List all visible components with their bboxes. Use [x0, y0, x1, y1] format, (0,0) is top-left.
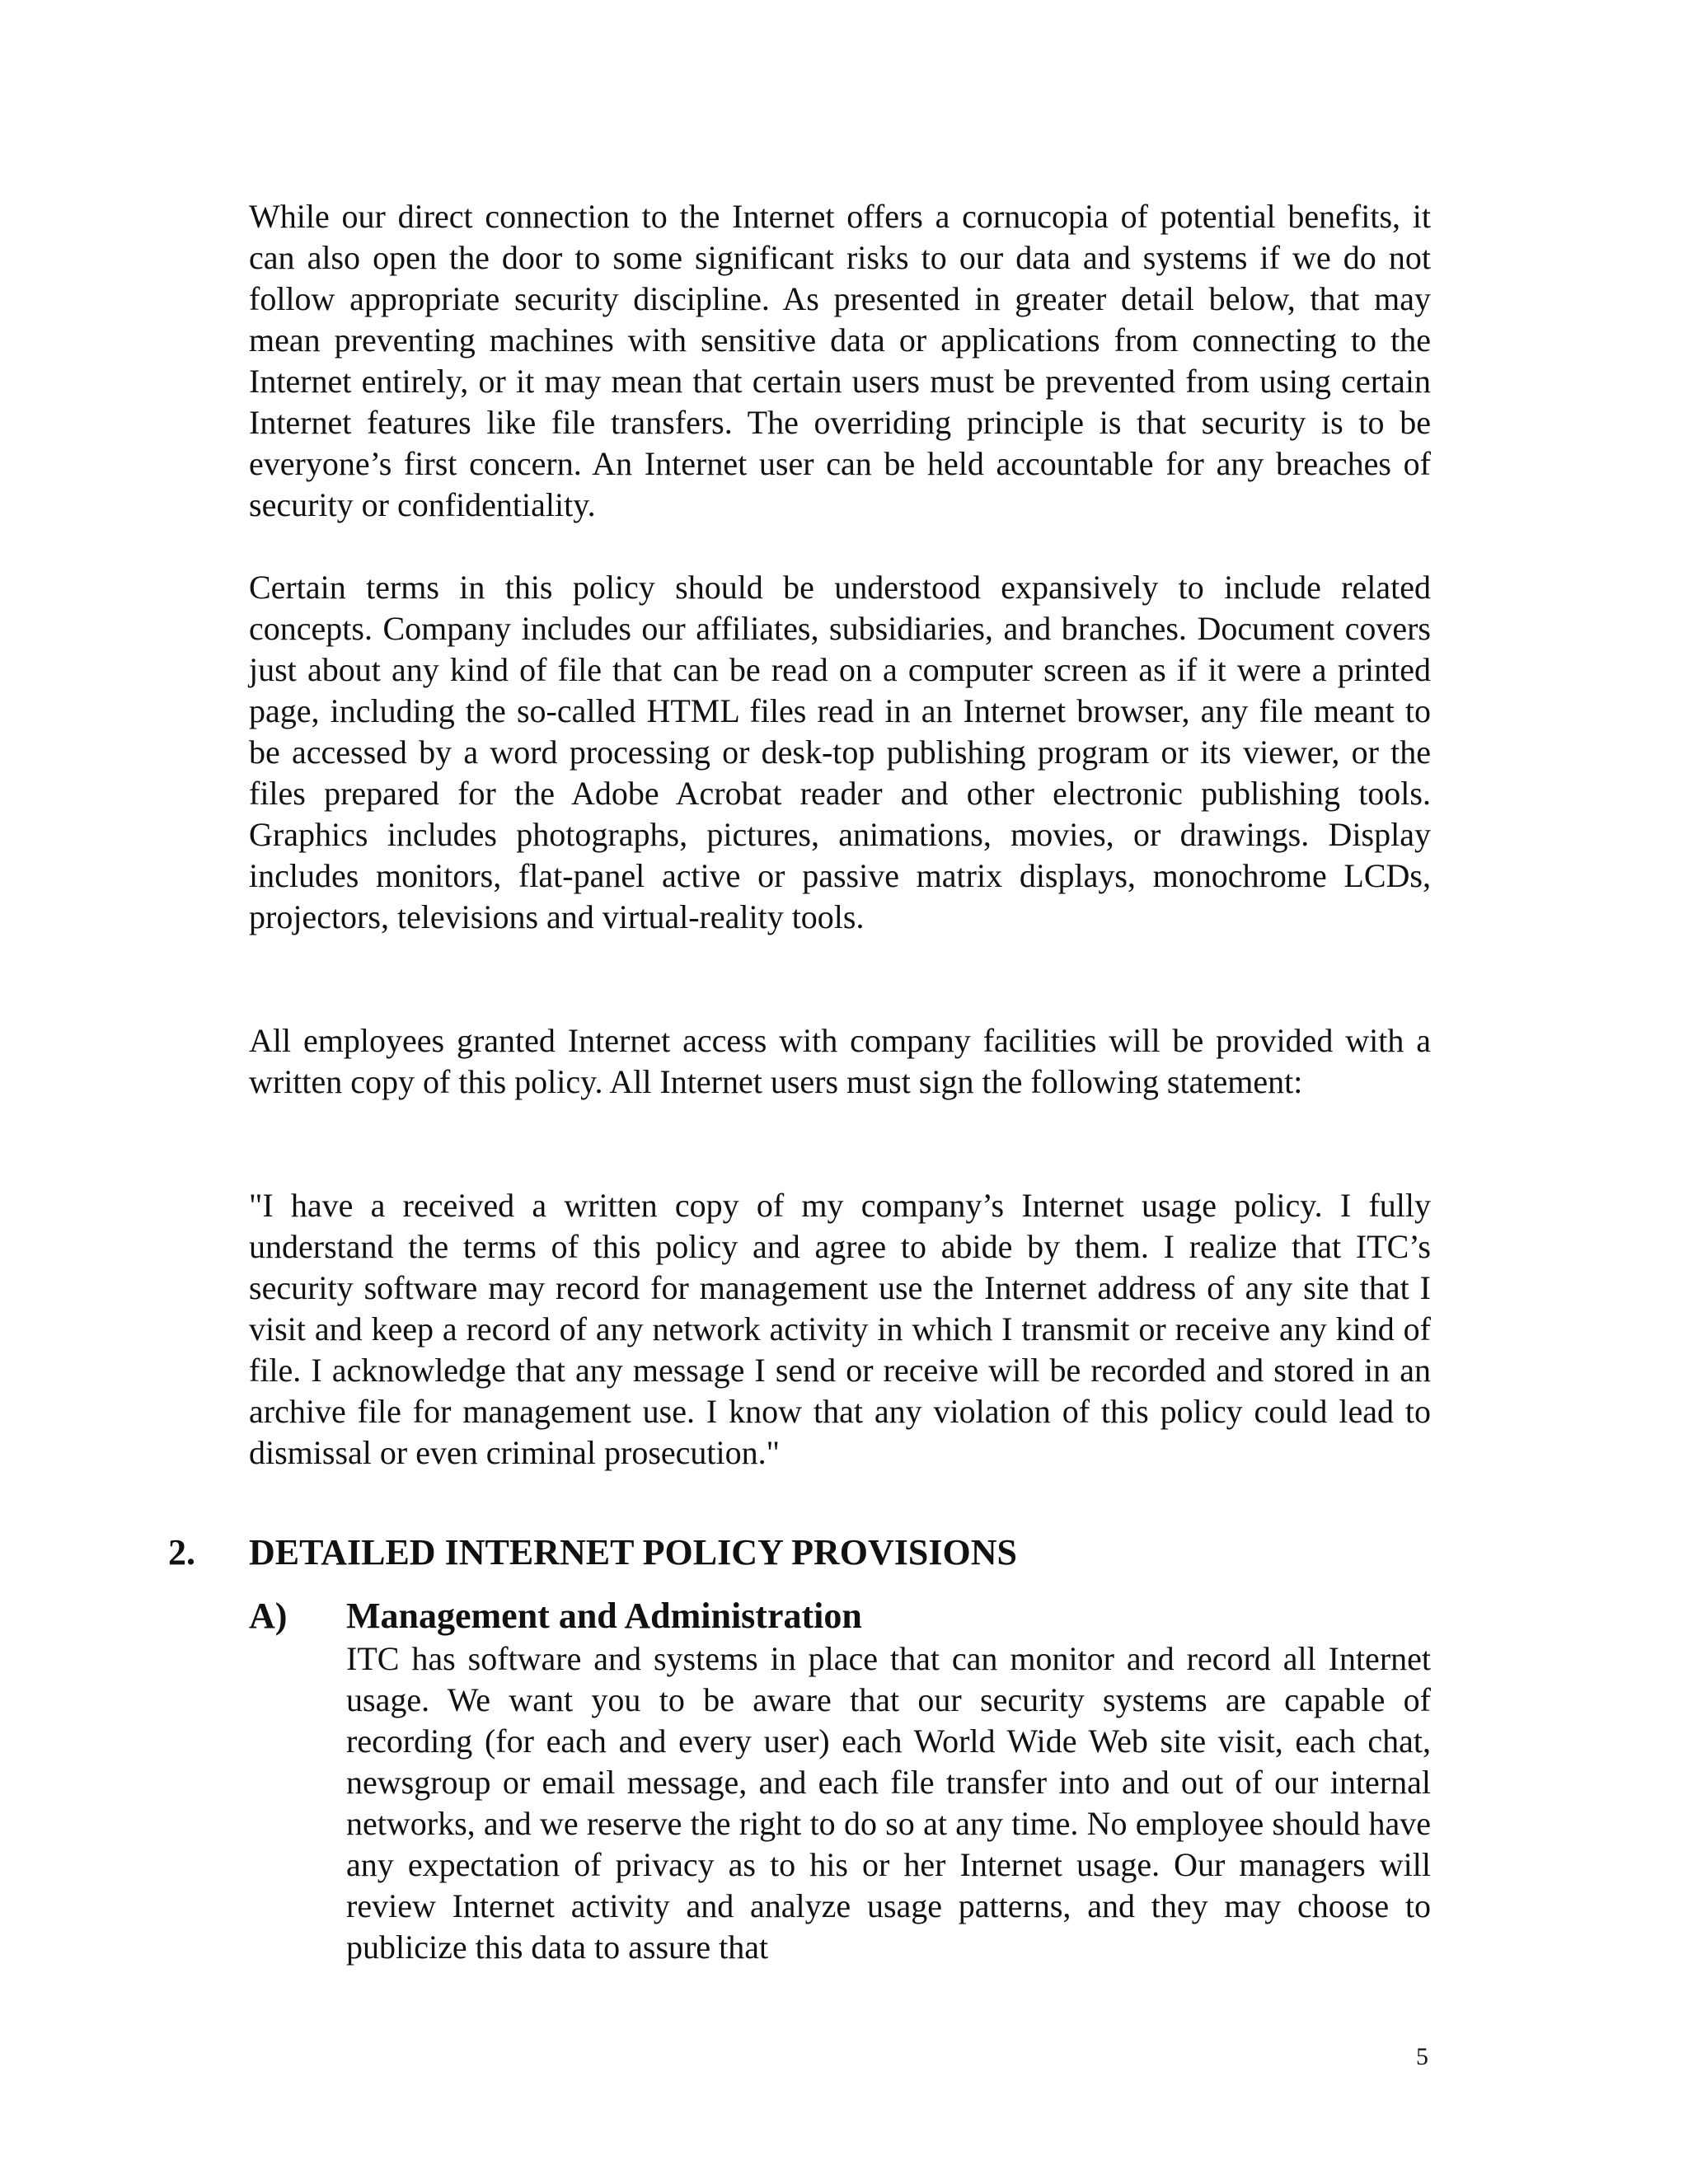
section-number: 2.: [168, 1532, 195, 1572]
paragraph-policy-copy: All employees granted Internet access with company facilities will be provided with a written copy of this policy. All Internet users must sign the following statement:: [249, 1022, 1431, 1100]
subsection-heading: [249, 1593, 862, 1639]
section-heading: [168, 1530, 1017, 1576]
page-number: 5: [1416, 2043, 1428, 2070]
paragraph-management-administration: ITC has software and systems in place that can monitor and record all Internet usage. We want you to be aware that our security systems are capable of recording (for each and every user) each World Wide Web site visit, each chat, newsgroup or email message, and each file transfer into and out of our internal networks, and we reserve the right to do so at any time. No employee should have any expectation of privacy as to his or her Internet usage. Our managers will review Internet activity and analyze usage patterns, and they may choose to publicize this data to assure that: [346, 1640, 1431, 1966]
paragraph-signed-statement: "I have a received a written copy of my company’s Internet usage policy. I fully understand the terms of this policy and agree to abide by them. I realize that ITC’s security software may record for management use the Internet address of any site that I visit and keep a record of any network activity in which I transmit or receive any kind of file. I acknowledge that any message I send or receive will be recorded and stored in an archive file for management use. I know that any violation of this policy could lead to dismissal or even criminal prosecution.": [249, 1187, 1431, 1471]
paragraph-security-risks: While our direct connection to the Internet offers a cornucopia of potential benefits, it can also open the door to some significant risks to our data and systems if we do not follow appropriate security discipline. As presented in greater detail below, that may mean preventing machines with sensitive data or applications from connecting to the Internet entirely, or it may mean that certain users must be prevented from using certain Internet features like file transfers. The overriding principle is that security is to be everyone’s first concern. An Internet user can be held accountable for any breaches of security or confidentiality.: [249, 198, 1431, 523]
subsection-title: Management and Administration: [346, 1596, 862, 1636]
subsection-number: A): [249, 1596, 288, 1636]
section-title: DETAILED INTERNET POLICY PROVISIONS: [249, 1532, 1017, 1572]
paragraph-terms-definitions: Certain terms in this policy should be understood expansively to include related concepts. Company includes our affiliates, subsidiaries, and branches. Document covers just about any kind of file that can be read on a computer screen as if it were a printed page, including the so-called HTML files read in an Internet browser, any file meant to be accessed by a word processing or desk-top publishing program or its viewer, or the files prepared for the Adobe Acrobat reader and other electronic publishing tools. Graphics includes photographs, pictures, animations, movies, or drawings. Display includes monitors, flat-panel active or passive matrix displays, monochrome LCDs, projectors, televisions and virtual-reality tools.: [249, 569, 1431, 935]
